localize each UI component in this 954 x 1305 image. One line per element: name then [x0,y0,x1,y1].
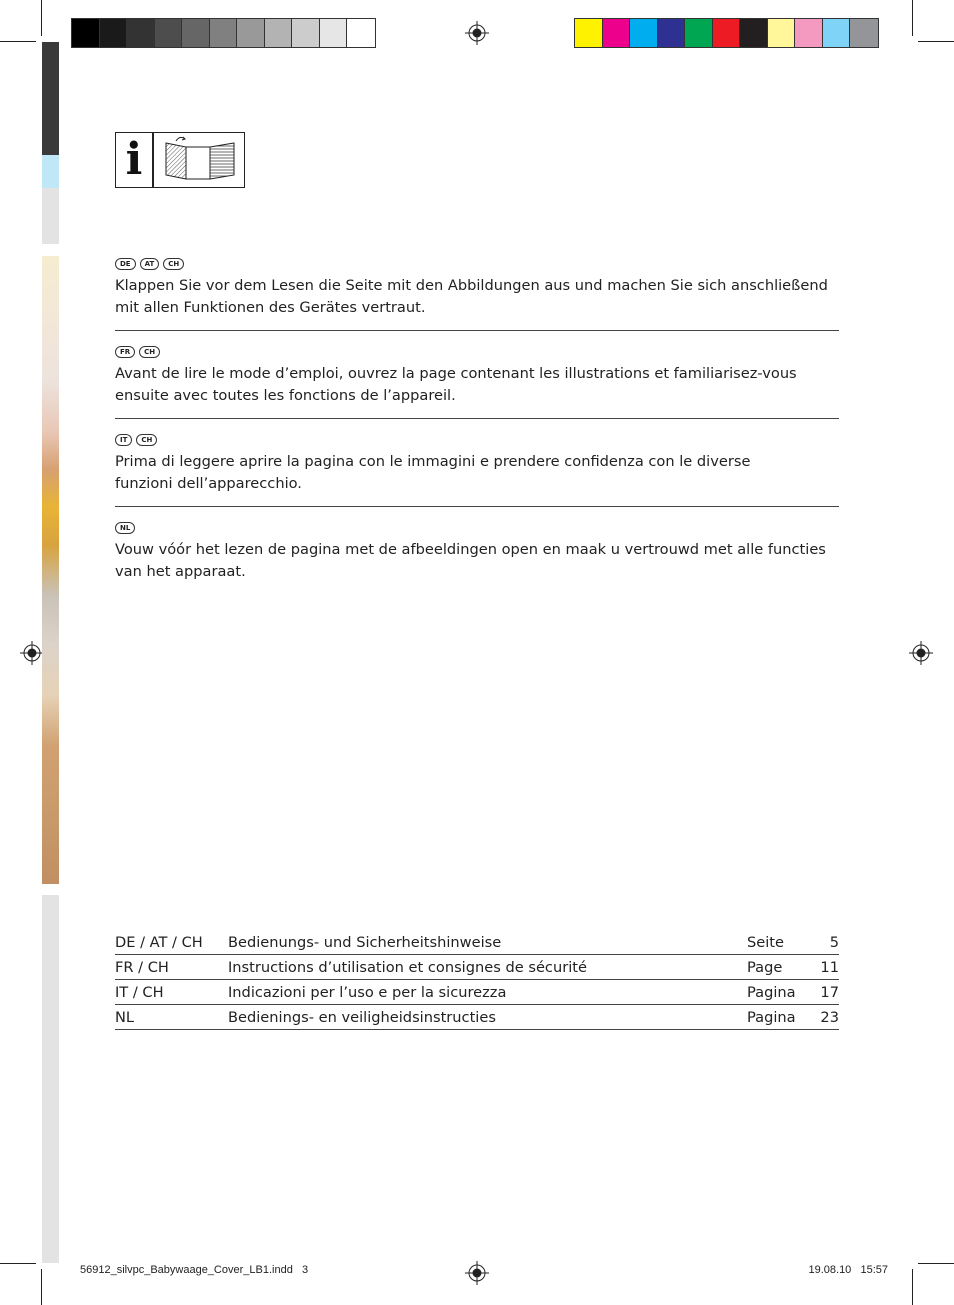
toc-page-label: Page [747,958,783,976]
grayscale-swatch [292,19,320,47]
toc-page-number: 17 [820,983,839,1001]
process-color-swatch [658,19,686,47]
process-color-swatch [685,19,713,47]
toc-page-label: Pagina [747,1008,796,1026]
grayscale-swatch [72,19,100,47]
grayscale-swatch [210,19,238,47]
language-badge-ch: CH [139,346,160,358]
process-color-swatch [795,19,823,47]
language-badge-at: AT [140,258,160,270]
process-color-bar [574,18,879,48]
registration-mark-icon [20,641,44,665]
language-badge-ch: CH [136,434,157,446]
grayscale-swatch [182,19,210,47]
grayscale-color-bar [71,18,376,48]
table-of-contents [115,930,839,1030]
registration-mark-icon [465,21,489,45]
toc-language: FR / CH [115,958,169,976]
grayscale-swatch [127,19,155,47]
process-color-swatch [823,19,851,47]
crop-mark [0,41,36,42]
instruction-text-it: Prima di leggere aprire la pagina con le immagini e prendere confidenza con le diverse funzioni dell’apparecchio. [115,453,751,492]
process-color-swatch [740,19,768,47]
grayscale-swatch [265,19,293,47]
process-color-swatch [850,19,878,47]
toc-row [115,955,839,980]
info-icon: i [125,134,143,185]
toc-page-label: Pagina [747,983,796,1001]
toc-page-number: 11 [820,958,839,976]
section-divider [115,506,839,507]
language-badge-de: DE [115,258,136,270]
language-badge-fr: FR [115,346,135,358]
process-color-swatch [575,19,603,47]
language-badges [115,522,135,534]
cover-strip-bottom [42,895,59,1263]
language-badges [115,434,157,446]
crop-mark [0,1263,36,1264]
language-badges [115,258,184,270]
process-color-swatch [713,19,741,47]
language-badge-ch: CH [163,258,184,270]
language-badge-nl: NL [115,522,135,534]
grayscale-swatch [347,19,375,47]
grayscale-swatch [155,19,183,47]
toc-page-number: 5 [829,933,839,951]
toc-page-label: Seite [747,933,784,951]
registration-mark-icon [909,641,933,665]
instruction-text-nl: Vouw vóór het lezen de pagina met de afbeeldingen open en maak u vertrouwd met alle functies van het apparaat. [115,541,826,580]
toc-title: Indicazioni per l’uso e per la sicurezza [228,983,507,1001]
registration-mark-icon [465,1261,489,1285]
instruction-text-fr: Avant de lire le mode d’emploi, ouvrez la page contenant les illustrations et familiarisez-vous ensuite avec toutes les fonctions de l’appareil. [115,365,797,404]
fold-out-page-icon [154,133,244,187]
toc-language: NL [115,1008,135,1026]
crop-mark [912,1269,913,1305]
footer-date: 19.08.10 15:57 [808,1264,888,1276]
fold-out-page-icon [153,132,245,188]
crop-mark [918,1263,954,1264]
grayscale-swatch [320,19,348,47]
process-color-swatch [768,19,796,47]
crop-mark [41,0,42,36]
process-color-swatch [603,19,631,47]
grayscale-swatch [237,19,265,47]
section-divider [115,330,839,331]
toc-title: Bedienings- en veiligheidsinstructies [228,1008,496,1026]
toc-page-number: 23 [820,1008,839,1026]
cover-strip-light [42,188,59,244]
toc-language: IT / CH [115,983,164,1001]
footer-file-name: 56912_silvpc_Babywaage_Cover_LB1.indd 3 [80,1264,309,1276]
toc-row [115,980,839,1005]
crop-mark [918,41,954,42]
language-badges [115,346,160,358]
grayscale-swatch [100,19,128,47]
cover-strip-photo [42,256,59,884]
language-badge-it: IT [115,434,132,446]
toc-language: DE / AT / CH [115,933,203,951]
toc-title: Bedienungs- und Sicherheitshinweise [228,933,502,951]
toc-title: Instructions d’utilisation et consignes de sécurité [228,958,587,976]
toc-row [115,930,839,955]
instruction-text-de: Klappen Sie vor dem Lesen die Seite mit den Abbildungen aus und machen Sie sich anschließend mit allen Funktionen des Gerätes vertraut. [115,277,828,316]
info-icon-box [115,132,153,188]
cover-strip-blue [42,155,59,188]
crop-mark [41,1269,42,1305]
cover-strip-dark [42,42,59,155]
section-divider [115,418,839,419]
crop-mark [912,0,913,36]
process-color-swatch [630,19,658,47]
toc-row [115,1005,839,1030]
